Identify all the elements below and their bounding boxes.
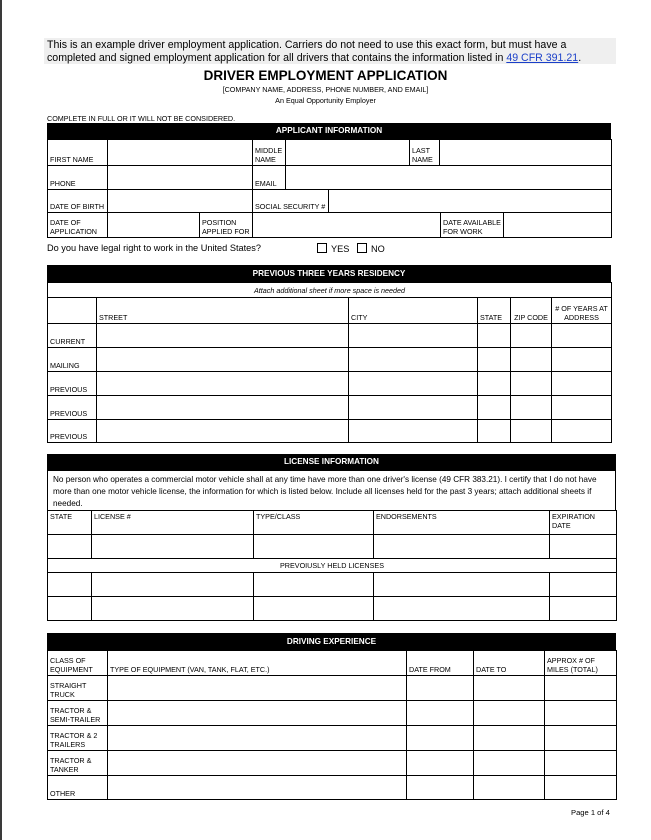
eoe-line: An Equal Opportunity Employer bbox=[275, 96, 376, 105]
license-col-expiration: EXPIRATION DATE bbox=[550, 511, 617, 535]
experience-row-label: TRACTOR & SEMI-TRAILER bbox=[48, 701, 108, 726]
zip-field[interactable] bbox=[511, 372, 552, 396]
state-field[interactable] bbox=[478, 396, 511, 420]
years-field[interactable] bbox=[552, 396, 612, 420]
license-class-field[interactable] bbox=[254, 535, 374, 559]
city-field[interactable] bbox=[349, 396, 478, 420]
last-name-label: LAST NAME bbox=[410, 140, 440, 166]
phone-label: PHONE bbox=[48, 166, 108, 190]
no-option[interactable] bbox=[357, 243, 385, 254]
yes-checkbox[interactable] bbox=[317, 243, 327, 253]
experience-col-class: CLASS OF EQUIPMENT bbox=[48, 651, 108, 676]
position-field[interactable] bbox=[253, 213, 441, 238]
applicant-table-3 bbox=[47, 212, 612, 238]
date-from-field[interactable] bbox=[407, 751, 474, 776]
state-field[interactable] bbox=[478, 372, 511, 396]
miles-field[interactable] bbox=[545, 701, 617, 726]
no-label: NO bbox=[371, 244, 385, 254]
license-col-endorsements: ENDORSEMENTS bbox=[374, 511, 550, 535]
page-edge bbox=[0, 0, 2, 840]
residency-row-label: CURRENT bbox=[48, 324, 97, 348]
last-name-field[interactable] bbox=[440, 140, 612, 166]
zip-field[interactable] bbox=[511, 348, 552, 372]
right-to-work-question: Do you have legal right to work in the United States? bbox=[47, 243, 261, 253]
prev-expiration-field[interactable] bbox=[550, 597, 617, 621]
equipment-type-field[interactable] bbox=[108, 701, 407, 726]
date-to-field[interactable] bbox=[474, 726, 545, 751]
experience-col-miles: APPROX # OF MILES (TOTAL) bbox=[545, 651, 617, 676]
prev-expiration-field[interactable] bbox=[550, 573, 617, 597]
street-field[interactable] bbox=[97, 324, 349, 348]
middle-name-label: MIDDLE NAME bbox=[253, 140, 286, 166]
date-available-label: DATE AVAILABLE FOR WORK bbox=[441, 213, 504, 238]
date-to-field[interactable] bbox=[474, 701, 545, 726]
applicant-heading: APPLICANT INFORMATION bbox=[47, 123, 611, 139]
license-endorsements-field[interactable] bbox=[374, 535, 550, 559]
state-field[interactable] bbox=[478, 348, 511, 372]
state-field[interactable] bbox=[478, 324, 511, 348]
experience-col-to: DATE TO bbox=[474, 651, 545, 676]
residency-heading: PREVIOUS THREE YEARS RESIDENCY bbox=[47, 265, 611, 282]
cfr-link[interactable]: 49 CFR 391.21 bbox=[506, 52, 579, 64]
prev-state-field[interactable] bbox=[48, 573, 92, 597]
email-label: EMAIL bbox=[253, 166, 286, 190]
city-field[interactable] bbox=[349, 348, 478, 372]
applicant-table-2 bbox=[47, 189, 612, 213]
applicant-table bbox=[47, 139, 612, 190]
street-field[interactable] bbox=[97, 348, 349, 372]
years-field[interactable] bbox=[552, 348, 612, 372]
page-number: Page 1 of 4 bbox=[571, 808, 610, 817]
no-checkbox[interactable] bbox=[357, 243, 367, 253]
experience-row-label: TRACTOR & 2 TRAILERS bbox=[48, 726, 108, 751]
prev-class-field[interactable] bbox=[254, 573, 374, 597]
experience-row-label: STRAIGHT TRUCK bbox=[48, 676, 108, 701]
years-field[interactable] bbox=[552, 324, 612, 348]
city-field[interactable] bbox=[349, 420, 478, 443]
email-field[interactable] bbox=[286, 166, 612, 190]
middle-name-field[interactable] bbox=[286, 140, 410, 166]
date-from-field[interactable] bbox=[407, 701, 474, 726]
residency-table bbox=[47, 282, 612, 443]
zip-field[interactable] bbox=[511, 324, 552, 348]
intro-note bbox=[44, 38, 616, 64]
date-from-field[interactable] bbox=[407, 726, 474, 751]
prev-state-field[interactable] bbox=[48, 597, 92, 621]
residency-col-zip: ZIP CODE bbox=[511, 298, 552, 324]
residency-row-label: PREVIOUS bbox=[48, 396, 97, 420]
license-col-number: LICENSE # bbox=[92, 511, 254, 535]
prev-class-field[interactable] bbox=[254, 597, 374, 621]
experience-heading: DRIVING EXPERIENCE bbox=[47, 633, 616, 650]
residency-corner bbox=[48, 298, 97, 324]
license-statement: No person who operates a commercial motor vehicle shall at any time have more than one driver's license (49 CFR 383.21). I certify that I do not have more than one motor vehicle license, the information for which is listed below. Include all licenses held for the past 3 years; attach additional sheets if needed. bbox=[47, 470, 616, 510]
license-number-field[interactable] bbox=[92, 535, 254, 559]
experience-col-from: DATE FROM bbox=[407, 651, 474, 676]
residency-row-label: PREVIOUS bbox=[48, 420, 97, 443]
state-field[interactable] bbox=[478, 420, 511, 443]
residency-col-city: CITY bbox=[349, 298, 478, 324]
complete-note: COMPLETE IN FULL OR IT WILL NOT BE CONSIDERED. bbox=[47, 114, 236, 123]
intro-end: . bbox=[578, 52, 582, 64]
zip-field[interactable] bbox=[511, 420, 552, 443]
first-name-label: FIRST NAME bbox=[48, 140, 108, 166]
date-to-field[interactable] bbox=[474, 676, 545, 701]
city-field[interactable] bbox=[349, 324, 478, 348]
position-label: POSITION APPLIED FOR bbox=[200, 213, 253, 238]
date-available-field[interactable] bbox=[504, 213, 612, 238]
residency-row-label: MAILING bbox=[48, 348, 97, 372]
application-date-field[interactable] bbox=[108, 213, 200, 238]
city-field[interactable] bbox=[349, 372, 478, 396]
miles-field[interactable] bbox=[545, 751, 617, 776]
ssn-field[interactable] bbox=[329, 190, 612, 213]
date-from-field[interactable] bbox=[407, 676, 474, 701]
license-col-class: TYPE/CLASS bbox=[254, 511, 374, 535]
residency-col-state: STATE bbox=[478, 298, 511, 324]
ssn-label: SOCIAL SECURITY # bbox=[253, 190, 329, 213]
prev-endorsements-field[interactable] bbox=[374, 597, 550, 621]
miles-field[interactable] bbox=[545, 676, 617, 701]
dob-field[interactable] bbox=[108, 190, 253, 213]
experience-col-type: TYPE OF EQUIPMENT (VAN, TANK, FLAT, ETC.) bbox=[108, 651, 407, 676]
zip-field[interactable] bbox=[511, 396, 552, 420]
equipment-type-field[interactable] bbox=[108, 676, 407, 701]
experience-row-label: TRACTOR & TANKER bbox=[48, 751, 108, 776]
company-line: [COMPANY NAME, ADDRESS, PHONE NUMBER, AND EMAIL] bbox=[222, 85, 429, 94]
first-name-field[interactable] bbox=[108, 140, 253, 166]
experience-table bbox=[47, 650, 617, 800]
equipment-type-field[interactable] bbox=[108, 776, 407, 800]
intro-text: This is an example driver employment application. Carriers do not need to use this exact form, but must have a completed and signed employment application for all drivers that contains the information listed in bbox=[47, 39, 567, 64]
years-field[interactable] bbox=[552, 372, 612, 396]
residency-col-street: STREET bbox=[97, 298, 349, 324]
street-field[interactable] bbox=[97, 396, 349, 420]
prev-number-field[interactable] bbox=[92, 573, 254, 597]
previously-held-heading: PREVOIUSLY HELD LICENSES bbox=[48, 559, 617, 573]
street-field[interactable] bbox=[97, 420, 349, 443]
prev-endorsements-field[interactable] bbox=[374, 573, 550, 597]
yes-option[interactable] bbox=[317, 243, 349, 254]
license-state-field[interactable] bbox=[48, 535, 92, 559]
phone-field[interactable] bbox=[108, 166, 253, 190]
residency-row-label: PREVIOUS bbox=[48, 372, 97, 396]
miles-field[interactable] bbox=[545, 776, 617, 800]
license-col-state: STATE bbox=[48, 511, 92, 535]
experience-row-label: OTHER bbox=[48, 776, 108, 800]
form-title: DRIVER EMPLOYMENT APPLICATION bbox=[203, 68, 448, 83]
dob-label: DATE OF BIRTH bbox=[48, 190, 108, 213]
license-table bbox=[47, 510, 617, 621]
equipment-type-field[interactable] bbox=[108, 751, 407, 776]
license-heading: LICENSE INFORMATION bbox=[47, 454, 616, 470]
equipment-type-field[interactable] bbox=[108, 726, 407, 751]
yes-label: YES bbox=[331, 244, 350, 254]
prev-number-field[interactable] bbox=[92, 597, 254, 621]
date-to-field[interactable] bbox=[474, 776, 545, 800]
residency-attach-note: Attach additional sheet if more space is needed bbox=[48, 283, 612, 298]
years-field[interactable] bbox=[552, 420, 612, 443]
miles-field[interactable] bbox=[545, 726, 617, 751]
application-date-label: DATE OF APPLICATION bbox=[48, 213, 108, 238]
date-from-field[interactable] bbox=[407, 776, 474, 800]
date-to-field[interactable] bbox=[474, 751, 545, 776]
residency-col-years: # OF YEARS AT ADDRESS bbox=[552, 298, 612, 324]
license-expiration-field[interactable] bbox=[550, 535, 617, 559]
street-field[interactable] bbox=[97, 372, 349, 396]
